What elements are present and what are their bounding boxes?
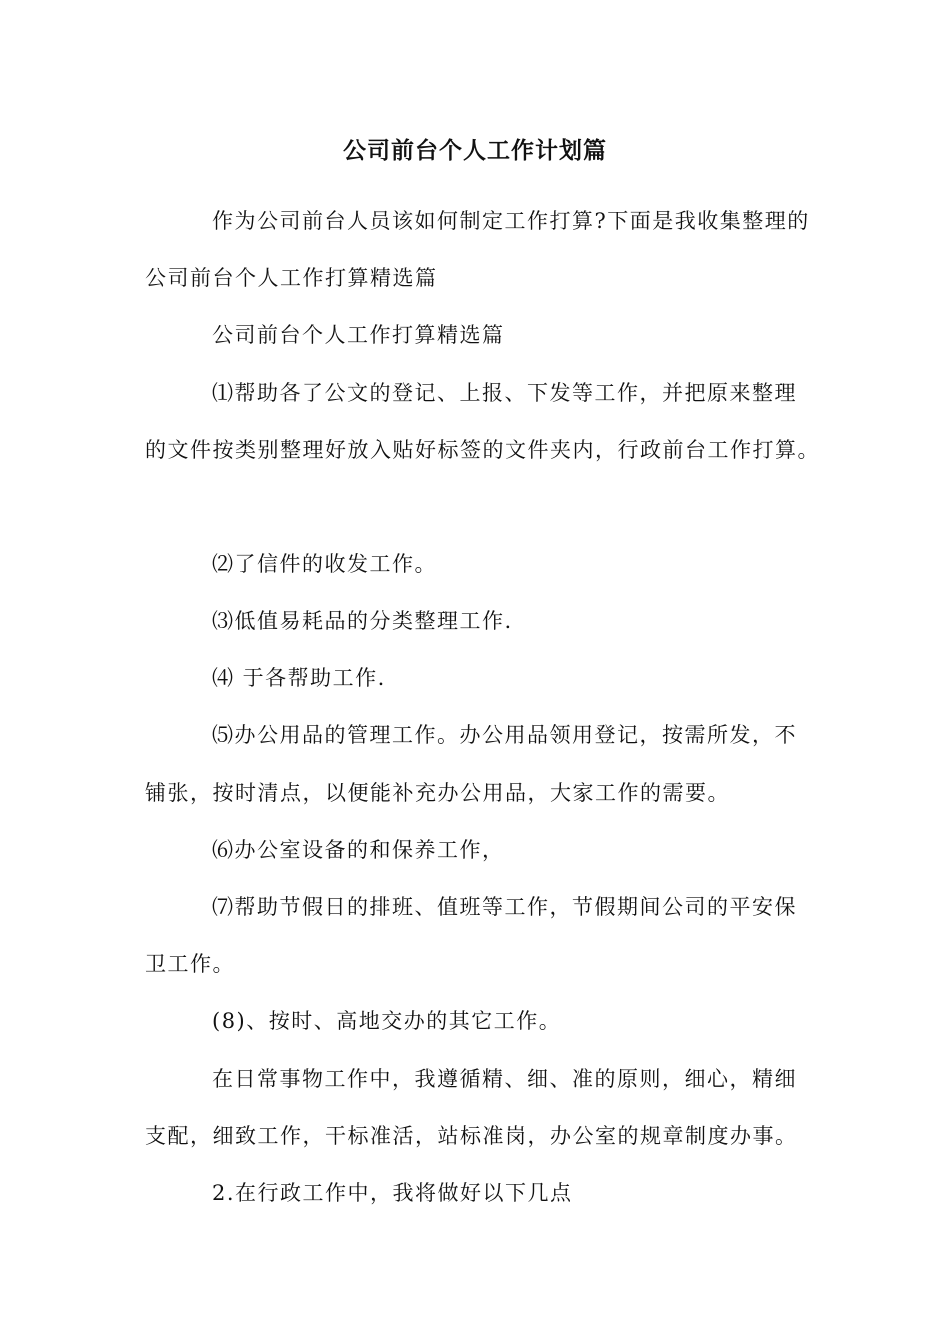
paragraph-line: ⑹办公室设备的和保养工作， — [212, 838, 505, 862]
paragraph-line: ⑴帮助各了公文的登记、上报、下发等工作，并把原来整理 — [212, 381, 797, 405]
paragraph-line: 支配，细致工作，干标准活，站标准岗，办公室的规章制度办事。 — [145, 1124, 798, 1148]
paragraph-line: 的文件按类别整理好放入贴好标签的文件夹内，行政前台工作打算。 — [145, 438, 820, 462]
paragraph-line: 作为公司前台人员该如何制定工作打算?下面是我收集整理的 — [212, 209, 810, 233]
paragraph-line: 卫工作。 — [145, 952, 235, 976]
paragraph-line: 2.在行政工作中，我将做好以下几点 — [212, 1181, 573, 1205]
paragraph-line: 公司前台个人工作打算精选篇 — [145, 266, 438, 290]
paragraph-line: (8)、按时、高地交办的其它工作。 — [212, 1009, 562, 1033]
paragraph-line: ⑶低值易耗品的分类整理工作. — [212, 609, 513, 633]
paragraph-line: ⑵了信件的收发工作。 — [212, 552, 437, 576]
paragraph-line: ⑸办公用品的管理工作。办公用品领用登记，按需所发，不 — [212, 723, 797, 747]
paragraph-line: 铺张，按时清点，以便能补充办公用品，大家工作的需要。 — [145, 781, 730, 805]
paragraph-line: ⑷ 于各帮助工作. — [212, 666, 386, 690]
paragraph-line: 公司前台个人工作打算精选篇 — [212, 323, 505, 347]
paragraph-line: 在日常事物工作中，我遵循精、细、准的原则，细心，精细 — [212, 1067, 797, 1091]
paragraph-line: ⑺帮助节假日的排班、值班等工作，节假期间公司的平安保 — [212, 895, 797, 919]
document-title: 公司前台个人工作计划篇 — [343, 138, 607, 164]
